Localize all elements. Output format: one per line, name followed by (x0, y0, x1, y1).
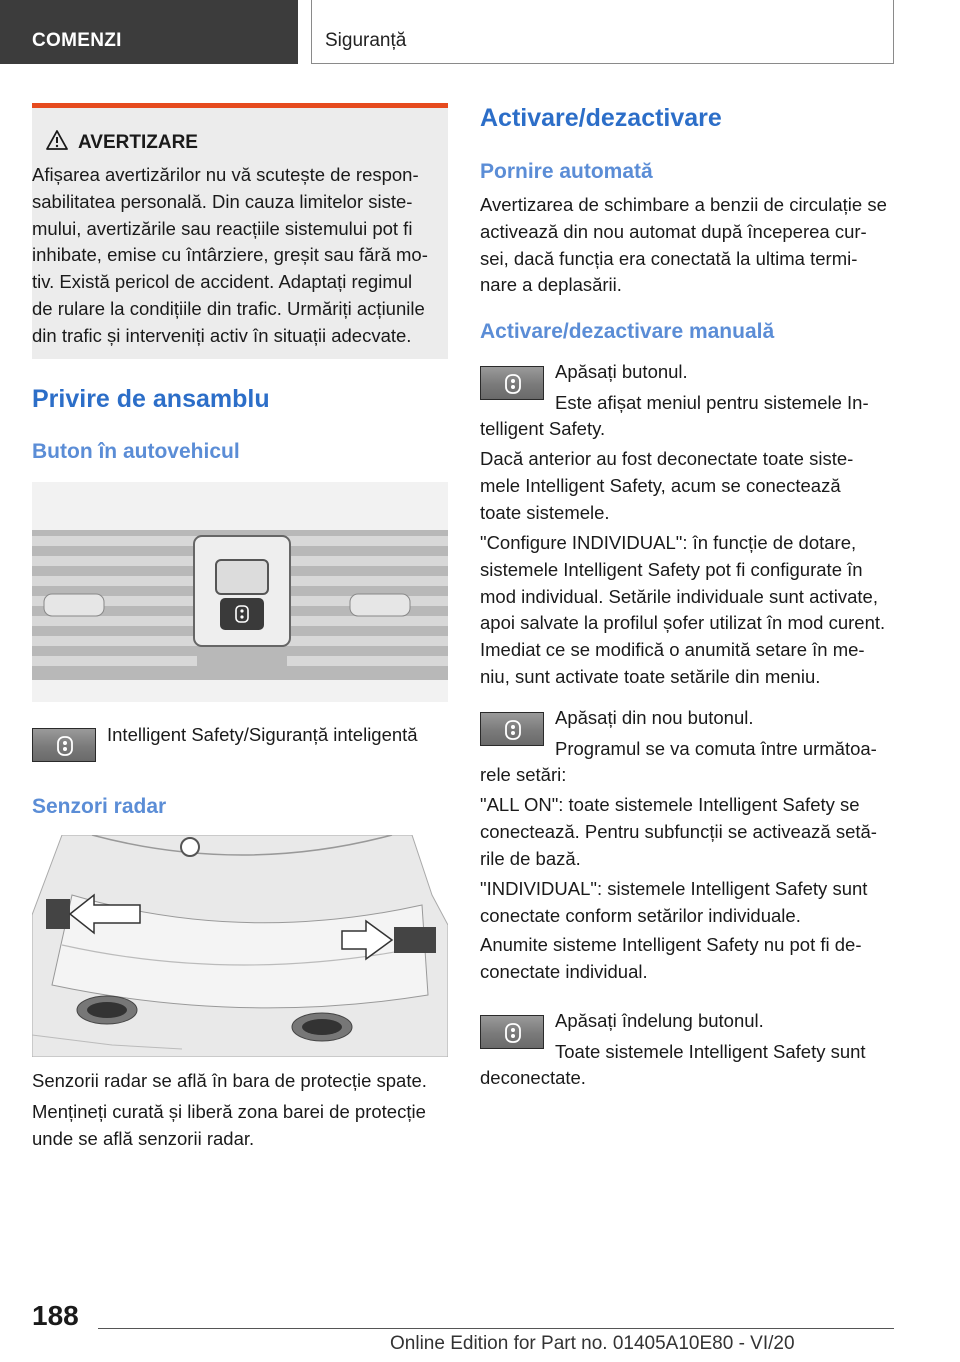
step2-button-icon (480, 712, 544, 746)
page-number: 188 (32, 1300, 79, 1331)
step3-button-icon (480, 1015, 544, 1049)
step1-line-b: Este afișat meniul pentru sistemele In- (555, 392, 869, 413)
intelligent-safety-button-icon (32, 728, 96, 762)
step2-line-b: Programul se va comuta între următoa- (555, 738, 877, 759)
step1-line-a: Apăsați butonul. (555, 361, 688, 382)
step3-line-a: Apăsați îndelung butonul. (555, 1010, 764, 1031)
header-section-label: COMENZI (32, 30, 122, 51)
edition-note: Online Edition for Part no. 01405A10E80 - VI/20 (390, 1333, 795, 1354)
overview-heading: Privire de ansamblu (32, 385, 270, 413)
step2-line-a: Apăsați din nou butonul. (555, 707, 754, 728)
radar-paragraph-2: Mențineți curată și liberă zona barei de protecție unde se află senzorii radar. (32, 1101, 426, 1149)
activation-heading: Activare/dezactivare (480, 104, 722, 132)
configure-paragraph: "Configure INDIVIDUAL": în funcție de dotare, sistemele Intelligent Safety pot fi configurate în mod individual. Setările individuale sunt activate, apoi salvate la profilul șofer utilizat în mod curent. Imediat ce se modifică o anumită setare în me- niu, sunt activate toate setările din meniu. (480, 532, 886, 687)
radar-sensors-illustration (32, 835, 448, 1057)
step2-line-c: rele setări: (480, 764, 567, 785)
warning-box (32, 103, 448, 359)
warning-triangle-icon (46, 130, 68, 150)
step1-line-c: telligent Safety. (480, 418, 606, 439)
some-systems-paragraph: Anumite sisteme Intelligent Safety nu pot fi de- conectate individual. (480, 934, 862, 982)
step1-button-icon (480, 366, 544, 400)
footer-divider (98, 1328, 894, 1329)
radar-heading: Senzori radar (32, 795, 167, 818)
radar-paragraph-1: Senzorii radar se află în bara de protecție spate. (32, 1070, 427, 1091)
all-on-paragraph: "ALL ON": toate sistemele Intelligent Safety se conectează. Pentru subfuncții se activează setă- rile de bază. (480, 794, 877, 869)
step3-line-c: deconectate. (480, 1067, 586, 1088)
individual-paragraph: "INDIVIDUAL": sistemele Intelligent Safety sunt conectate conform setărilor individuale. (480, 878, 868, 926)
button-heading: Buton în autovehicul (32, 440, 240, 463)
warning-text: Afișarea avertizărilor nu vă scutește de respon- sabilitatea personală. Din cauza limitelor siste- mului, avertizările sau reacțiile sistemului pot fi inhibate, emise cu întârziere, greșit sau fără mo- tiv. Există pericol de accident. Adaptați regimul de rulare la condițiile din trafic. Urmăriți acțiunile din trafic și interveniți activ în situații adecvate. (32, 164, 428, 346)
vehicle-button-illustration (32, 482, 448, 702)
header-section-tab (0, 0, 298, 64)
auto-start-heading: Pornire automată (480, 160, 653, 183)
header-chapter-tab (311, 0, 894, 64)
header-chapter-label: Siguranță (325, 30, 407, 51)
step3-line-b: Toate sistemele Intelligent Safety sunt (555, 1041, 866, 1062)
manual-heading: Activare/dezactivare manuală (480, 320, 775, 343)
auto-start-text: Avertizarea de schimbare a benzii de circulație se activează din nou automat după începerea cur- sei, dacă funcția era conectată la ultima termi- nare a deplasării. (480, 194, 887, 296)
all-off-paragraph: Dacă anterior au fost deconectate toate siste- mele Intelligent Safety, acum se conectează toate sistemele. (480, 448, 854, 523)
warning-title: AVERTIZARE (78, 132, 198, 153)
button-caption: Intelligent Safety/Siguranță inteligentă (107, 724, 418, 745)
